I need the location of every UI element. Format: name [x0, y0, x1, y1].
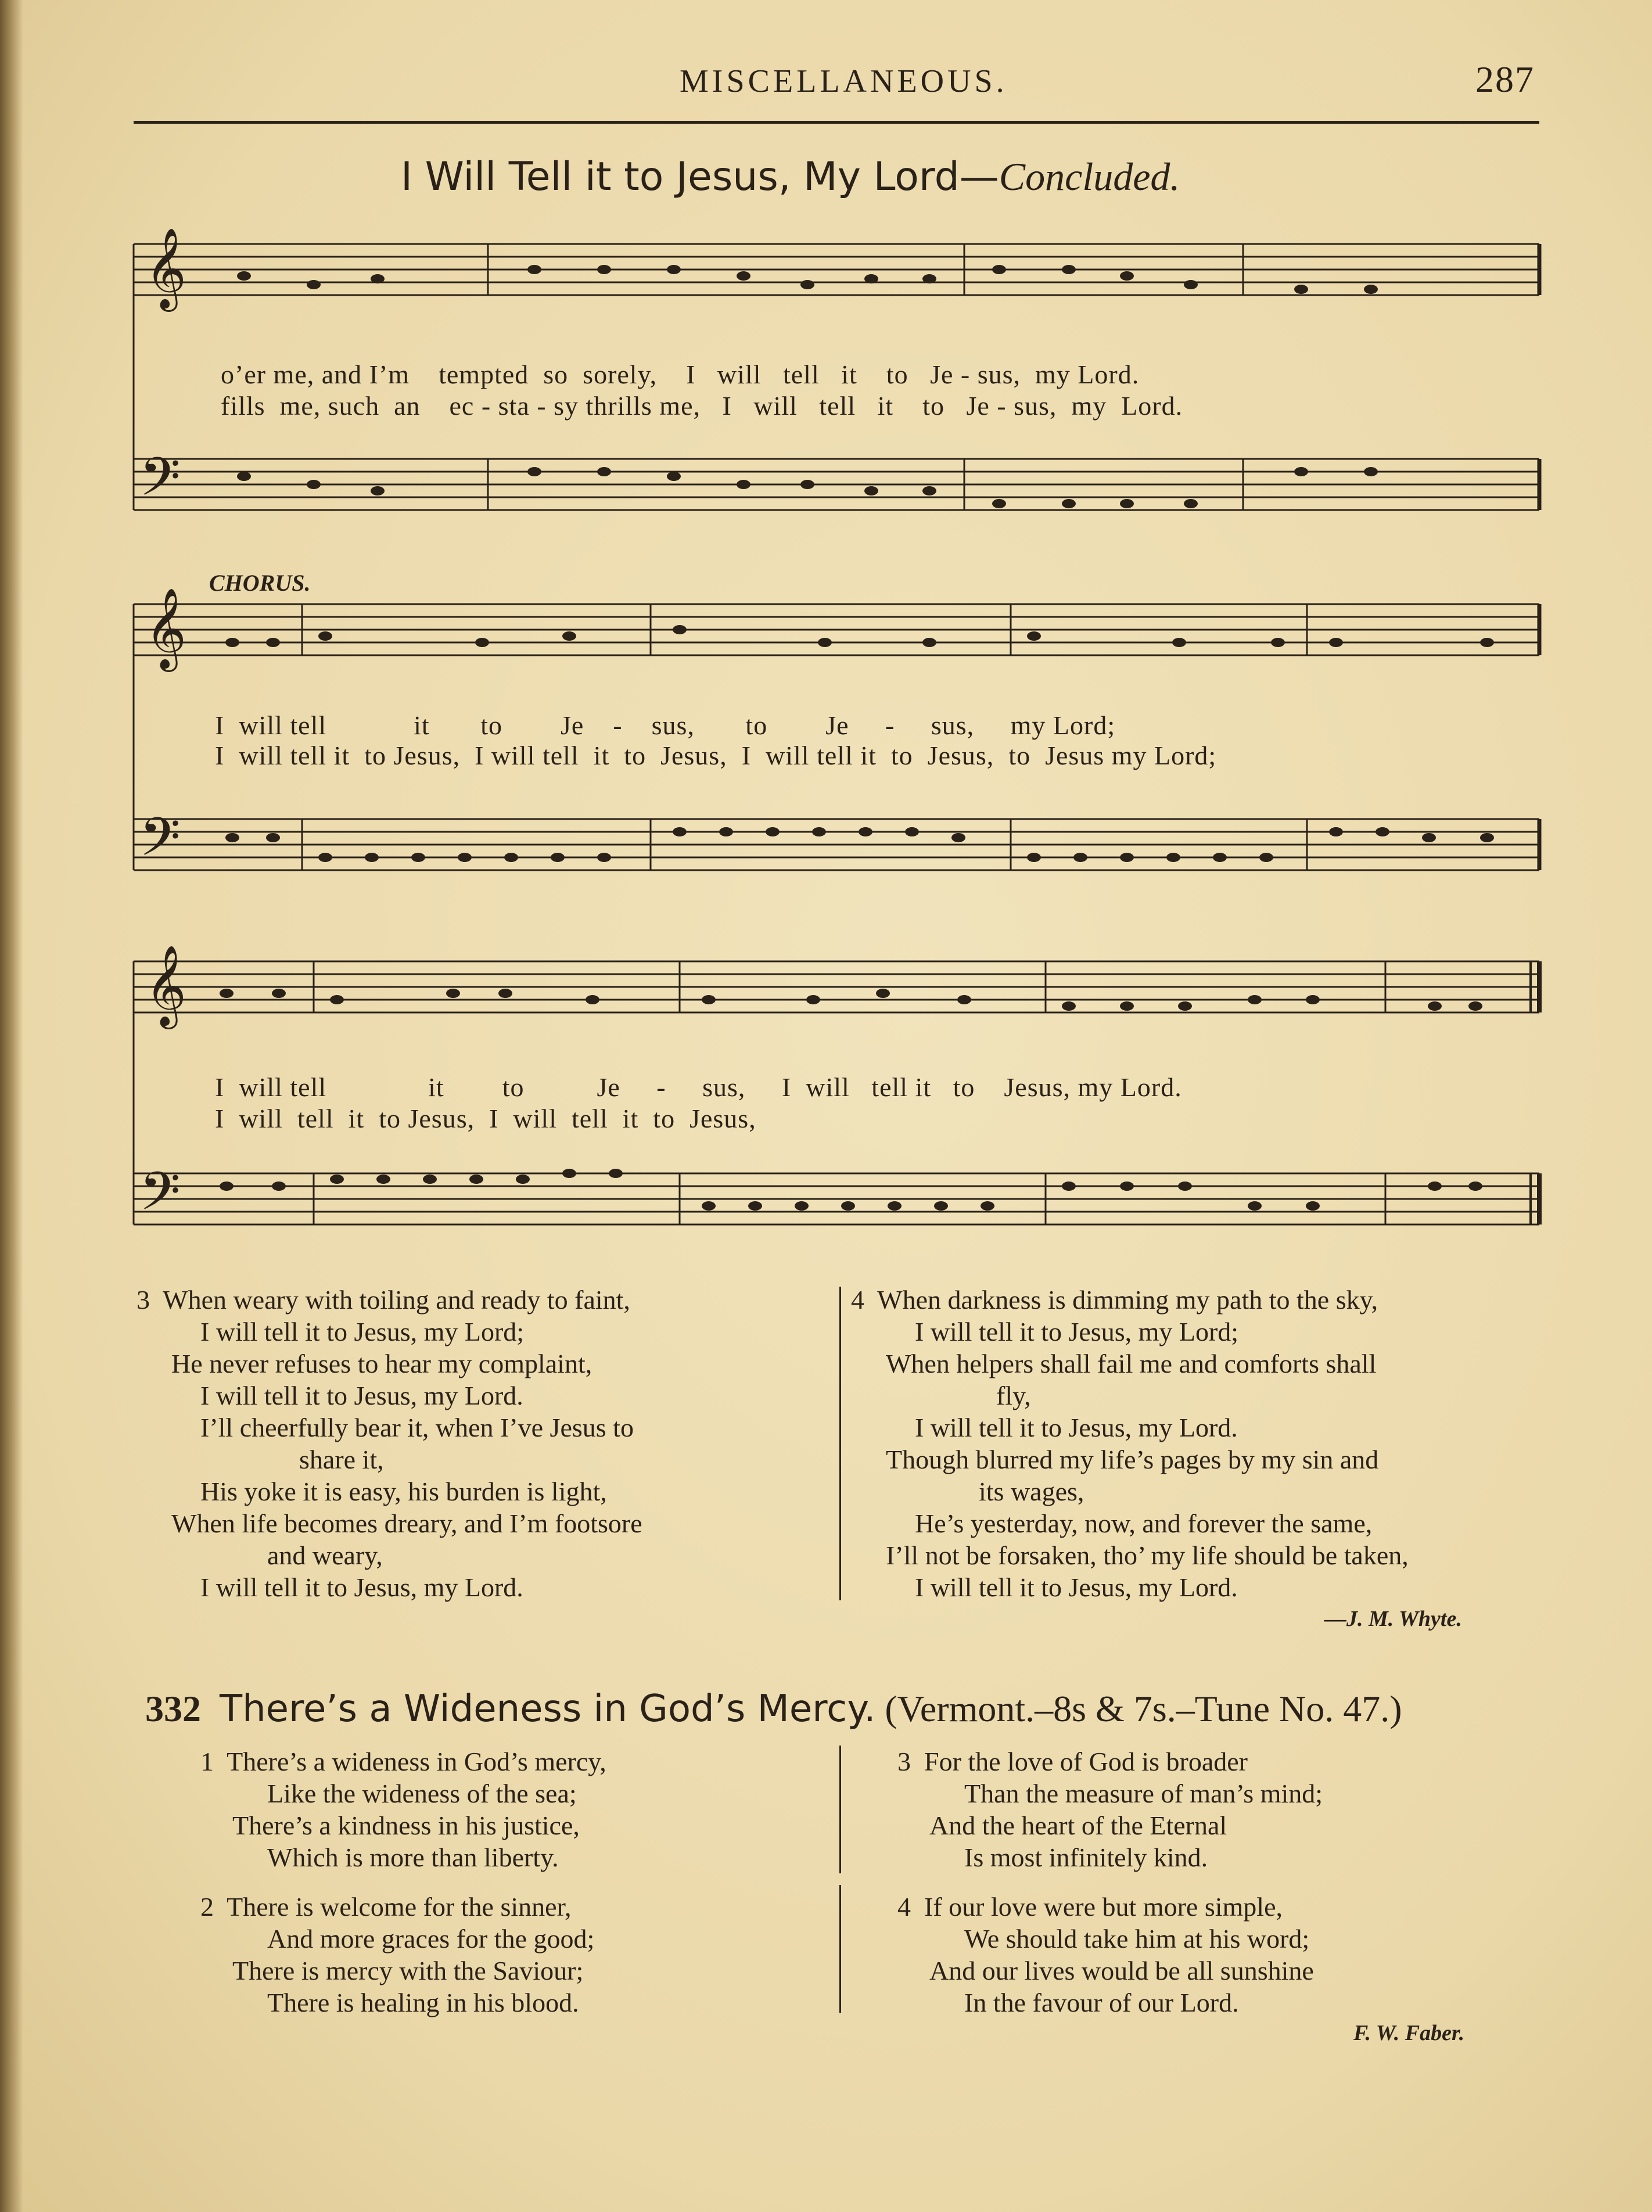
- hymn-number: 332: [145, 1688, 201, 1729]
- treble-notes: [225, 625, 1494, 647]
- treble-staff: [134, 961, 1539, 1012]
- verse-line: its wages,: [979, 1477, 1084, 1506]
- verse-line: Though blurred my life’s pages by my sin and: [886, 1445, 1379, 1474]
- treble-staff: [134, 604, 1539, 655]
- verse-line: I will tell it to Jesus, my Lord;: [200, 1317, 525, 1346]
- verse-line: There is mercy with the Saviour;: [232, 1956, 584, 1985]
- verse-line: And the heart of the Eternal: [929, 1811, 1227, 1840]
- verse-3: [137, 1284, 642, 1603]
- verse-line: I’ll not be forsaken, tho’ my life should be taken,: [886, 1541, 1409, 1570]
- hymn2-verse-3: [897, 1746, 1323, 1873]
- verse-line: When helpers shall fail me and comforts shall: [886, 1349, 1377, 1378]
- treble-clef-icon: 𝄞: [145, 228, 186, 308]
- page-number: 287: [1475, 59, 1535, 100]
- verse-line: I will tell it to Jesus, my Lord.: [915, 1413, 1238, 1442]
- bass-clef-icon: 𝄢: [139, 806, 181, 881]
- verse-line: His yoke it is easy, his burden is light,: [200, 1477, 607, 1506]
- lyric-line: fills me, such an ec - sta - sy thrills me, I will tell it to Je - sus, my Lord.: [221, 391, 1183, 421]
- hymn2-verse-4: [897, 1891, 1314, 2019]
- verse-line: I will tell it to Jesus, my Lord.: [200, 1381, 523, 1410]
- verse-line: In the favour of our Lord.: [964, 1988, 1239, 2017]
- verse-line: 4 If our love were but more simple,: [897, 1892, 1283, 1922]
- hymn-title-main: I Will Tell it to Jesus, My Lord—: [401, 154, 999, 200]
- verse-line: There is healing in his blood.: [267, 1988, 579, 2017]
- treble-clef-icon: 𝄞: [145, 945, 186, 1026]
- hymn-title: There’s a Wideness in God’s Mercy.: [220, 1687, 876, 1730]
- verse-line: Than the measure of man’s mind;: [964, 1779, 1323, 1808]
- verse-line: 3 For the love of God is broader: [897, 1747, 1248, 1776]
- lyric-line: I will tell it to Jesus, I will tell it to Jesus, I will tell it to Jesus, to Jesus my Lord;: [215, 741, 1217, 770]
- verse-line: share it,: [299, 1445, 384, 1474]
- verse-line: Which is more than liberty.: [267, 1843, 559, 1872]
- verse-line: Is most infinitely kind.: [964, 1843, 1208, 1872]
- verse-4: [851, 1284, 1409, 1603]
- hymn-author: F. W. Faber.: [1353, 2021, 1465, 2045]
- verse-line: 1 There’s a wideness in God’s mercy,: [200, 1747, 606, 1776]
- treble-clef-icon: 𝄞: [145, 588, 186, 669]
- chorus-label: CHORUS.: [209, 570, 311, 596]
- verse-line: We should take him at his word;: [964, 1924, 1310, 1954]
- verse-line: I will tell it to Jesus, my Lord;: [915, 1317, 1239, 1346]
- verse-line: I’ll cheerfully bear it, when I’ve Jesus to: [200, 1413, 634, 1442]
- verse-line: He never refuses to hear my complaint,: [171, 1349, 592, 1378]
- hymn2-verse-2: [200, 1891, 594, 2019]
- column-divider: [839, 1885, 841, 2013]
- verse-line: 3 When weary with toiling and ready to faint,: [137, 1285, 630, 1315]
- column-divider: [839, 1746, 841, 1873]
- lyric-line: o’er me, and I’m tempted so sorely, I will tell it to Je - sus, my Lord.: [221, 360, 1140, 389]
- bass-notes: [237, 467, 1378, 508]
- verse-line: When life becomes dreary, and I’m footsore: [171, 1509, 642, 1538]
- bass-notes: [220, 1169, 1482, 1211]
- verse-line: Like the wideness of the sea;: [267, 1779, 577, 1808]
- bass-clef-icon: 𝄢: [139, 446, 181, 520]
- hymn-author: —J. M. Whyte.: [1324, 1607, 1462, 1631]
- lyric-line: I will tell it to Je - sus, to Je - sus, my Lord;: [215, 710, 1116, 740]
- verse-line: 4 When darkness is dimming my path to the sky,: [851, 1285, 1378, 1315]
- verse-line: I will tell it to Jesus, my Lord.: [915, 1572, 1238, 1602]
- verse-line: And our lives would be all sunshine: [929, 1956, 1314, 1985]
- header-rule: [134, 121, 1539, 124]
- verse-line: He’s yesterday, now, and forever the same,: [915, 1509, 1373, 1538]
- verse-line: 2 There is welcome for the sinner,: [200, 1892, 572, 1922]
- hymn-332-heading: [145, 1687, 1402, 1730]
- hymn2-verse-1: [200, 1746, 606, 1873]
- verse-line: There’s a kindness in his justice,: [232, 1811, 580, 1840]
- verse-line: And more graces for the good;: [267, 1924, 595, 1954]
- lyric-line: I will tell it to Jesus, I will tell it to Jesus,: [215, 1104, 756, 1133]
- bass-clef-icon: 𝄢: [139, 1161, 181, 1235]
- verse-line: and weary,: [267, 1541, 383, 1570]
- book-spine-shadow: [0, 0, 23, 2212]
- running-head: MISCELLANEOUS.: [680, 63, 1008, 99]
- treble-staff: [134, 244, 1539, 295]
- lyric-line: I will tell it to Je - sus, I will tell it to Jesus, my Lord.: [215, 1072, 1182, 1102]
- verse-line: I will tell it to Jesus, my Lord.: [200, 1572, 523, 1602]
- hymn-title: [401, 154, 1180, 200]
- verse-line: fly,: [996, 1381, 1031, 1410]
- tune-reference: (Vermont.–8s & 7s.–Tune No. 47.): [885, 1688, 1402, 1729]
- column-divider: [839, 1287, 841, 1600]
- hymn-title-suffix: Concluded.: [999, 155, 1180, 199]
